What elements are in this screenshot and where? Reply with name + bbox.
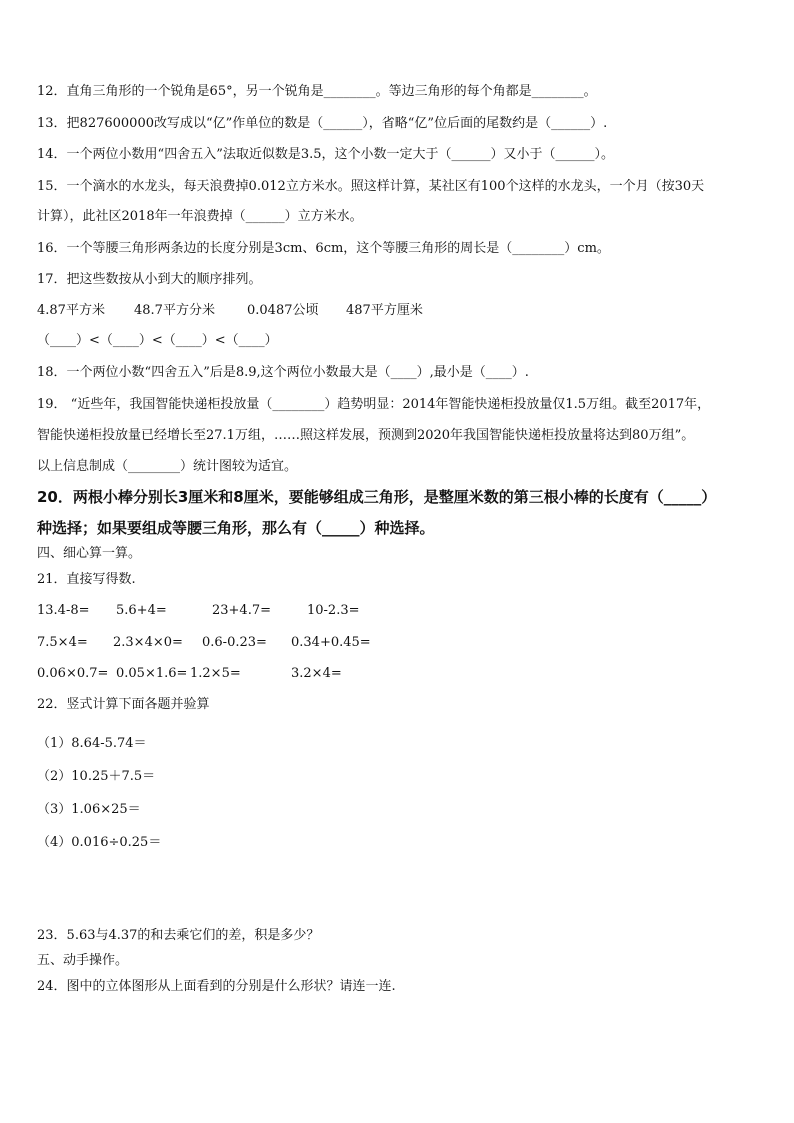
q22-item-2: （2）10.25＋7.5＝ bbox=[37, 769, 156, 784]
question-12: 12．直角三角形的一个锐角是65°，另一个锐角是________。等边三角形的每个角都是________。 bbox=[37, 84, 597, 99]
q22-item-3: （3）1.06×25＝ bbox=[37, 802, 141, 817]
question-15-line-2: 计算），此社区2018年一年浪费掉（______）立方米水。 bbox=[37, 209, 363, 224]
question-17: 17．把这些数按从小到大的顺序排列。 bbox=[37, 272, 262, 287]
question-14: 14．一个两位小数用“四舍五入”法取近似数是3.5，这个小数一定大于（______）又小于（______）。 bbox=[37, 147, 615, 162]
q17-item: 4.87平方米 bbox=[37, 303, 105, 318]
question-22: 22．竖式计算下面各题并验算 bbox=[37, 697, 210, 712]
calc-item: 0.6-0.23= bbox=[202, 635, 267, 650]
question-23: 23．5.63与4.37的和去乘它们的差，积是多少？ bbox=[37, 928, 320, 943]
q17-item: 48.7平方分米 bbox=[134, 303, 215, 318]
calc-item: 2.3×4×0= bbox=[113, 635, 183, 650]
question-13: 13．把827600000改写成以“亿”作单位的数是（______），省略“亿”位后面的尾数约是（______）. bbox=[37, 116, 608, 131]
q22-item-1: （1）8.64-5.74＝ bbox=[37, 736, 147, 751]
calc-item: 5.6+4= bbox=[116, 603, 167, 618]
q17-item: 0.0487公顷 bbox=[247, 303, 319, 318]
section-5-heading: 五、动手操作。 bbox=[37, 953, 129, 968]
q21-row-1 bbox=[37, 602, 637, 619]
calc-item: 1.2×5= bbox=[190, 666, 241, 681]
q22-item-4: （4）0.016÷0.25＝ bbox=[37, 835, 162, 850]
calc-item: 7.5×4= bbox=[37, 635, 88, 650]
calc-item: 23+4.7= bbox=[212, 603, 272, 618]
question-20-line-1: 20．两根小棒分别长3厘米和8厘米，要能够组成三角形，是整厘米数的第三根小棒的长度有（_____） bbox=[37, 488, 717, 506]
calc-item: 3.2×4= bbox=[291, 666, 342, 681]
question-15-line-1: 15．一个滴水的水龙头，每天浪费掉0.012立方米水。照这样计算，某社区有100个这样的水龙头，一个月（按30天 bbox=[37, 179, 705, 194]
question-19-line-2: 智能快递柜投放量已经增长至27.1万组，……照这样发展，预测到2020年我国智能快递柜投放量将达到80万组”。 bbox=[37, 428, 695, 443]
question-21: 21．直接写得数. bbox=[37, 572, 136, 587]
q21-row-3 bbox=[37, 665, 637, 682]
question-18: 18．一个两位小数“四舍五入”后是8.9,这个两位小数最大是（____）,最小是（____）. bbox=[37, 365, 529, 380]
calc-item: 0.05×1.6= bbox=[116, 666, 188, 681]
question-24: 24．图中的立体图形从上面看到的分别是什么形状？请连一连. bbox=[37, 979, 396, 994]
q21-row-2 bbox=[37, 634, 637, 651]
section-4-heading: 四、细心算一算。 bbox=[37, 546, 142, 561]
q17-item: 487平方厘米 bbox=[346, 303, 423, 318]
calc-item: 0.34+0.45= bbox=[291, 635, 371, 650]
question-17-blanks: （____）<（____）<（____）<（____） bbox=[37, 333, 278, 348]
question-19-line-3: 以上信息制成（________）统计图较为适宜。 bbox=[37, 459, 298, 474]
calc-item: 0.06×0.7= bbox=[37, 666, 109, 681]
question-16: 16．一个等腰三角形两条边的长度分别是3cm、6cm，这个等腰三角形的周长是（________）cm。 bbox=[37, 241, 610, 256]
question-17-numbers bbox=[37, 302, 637, 319]
question-19-line-1: 19． “近些年，我国智能快递柜投放量（________）趋势明显：2014年智能快递柜投放量仅1.5万组。截至2017年， bbox=[37, 397, 711, 412]
question-20-line-2: 种选择；如果要组成等腰三角形，那么有（_____）种选择。 bbox=[37, 519, 435, 537]
calc-item: 13.4-8= bbox=[37, 603, 90, 618]
calc-item: 10-2.3= bbox=[307, 603, 360, 618]
